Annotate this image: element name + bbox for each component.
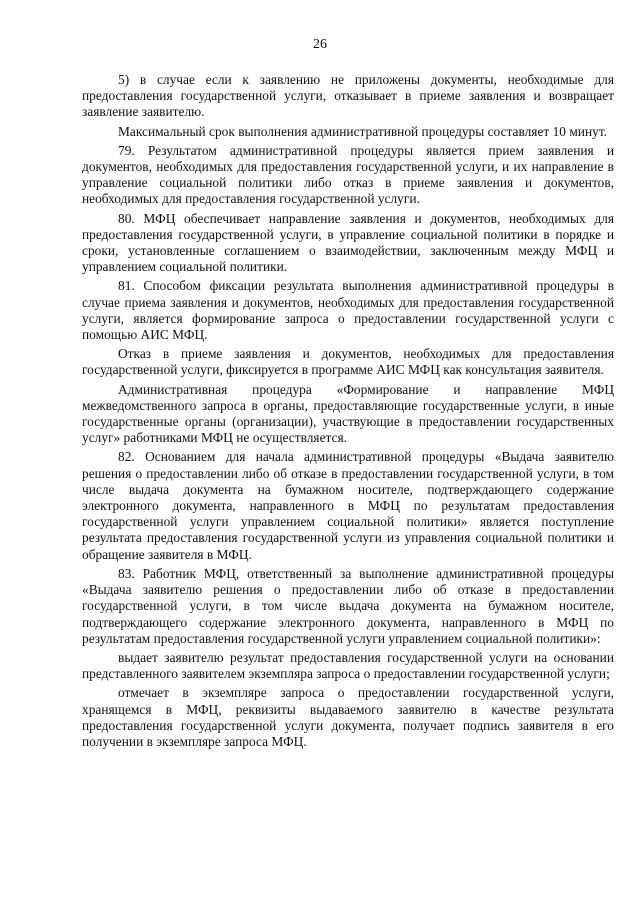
paragraph-82: 82. Основанием для начала административной процедуры «Выдача заявителю решения о предоставлении либо об отказе в предоставлении государственной услуги, в том числе выдача документа на бумажном носителе, подтверждающего содержание электронного документа, направленного в МФЦ по результатам предоставления государственной услуги управлением социальной политики» является поступление результата предоставления государственной услуги из управления социальной политики и обращение заявителя в МФЦ. — [82, 449, 614, 562]
paragraph-81: 81. Способом фиксации результата выполнения административной процедуры в случае приема заявления и документов, необходимых для предоставления государственной услуги, является формирование запроса о предоставлении государственной услуги с помощью АИС МФЦ. — [82, 278, 614, 343]
paragraph-refusal-recording: Отказ в приеме заявления и документов, необходимых для предоставления государственной услуги, фиксируется в программе АИС МФЦ как консультация заявителя. — [82, 346, 614, 378]
paragraph-83-marks-request: отмечает в экземпляре запроса о предоставлении государственной услуги, хранящемся в МФЦ, реквизиты выдаваемого заявителю в качестве результата предоставления государственной услуги документа, получает подпись заявителя в его получении в экземпляре запроса МФЦ. — [82, 685, 614, 749]
page-number: 26 — [313, 37, 327, 52]
paragraph-80: 80. МФЦ обеспечивает направление заявления и документов, необходимых для предоставления государственной услуги, в управление социальной политики в порядке и сроки, установленные соглашением о взаимодействии, заключенным между МФЦ и управлением социальной политики. — [82, 210, 614, 275]
paragraph-79: 79. Результатом административной процедуры является прием заявления и документов, необходимых для предоставления государственной услуги, и их направление в управление социальной политики либо отказ в приеме заявления и документов, необходимых для предоставления государственной услуги. — [82, 142, 614, 207]
paragraph-max-duration: Максимальный срок выполнения административной процедуры составляет 10 минут. — [118, 123, 608, 139]
paragraph-83: 83. Работник МФЦ, ответственный за выполнение административной процедуры «Выдача заявителю решения о предоставлении либо об отказе в предоставлении государственной услуги, в том числе выдача документа на бумажном носителе, подтверждающего содержание электронного документа, направленного в МФЦ по результатам предоставления государственной услуги управлением социальной политики»: — [82, 565, 614, 646]
paragraph-interdepartmental-request: Административная процедура «Формирование и направление МФЦ межведомственного запроса в органы, предоставляющие государственные услуги, в иные государственные органы (организации), участвующие в предоставлении государственных услуг» работниками МФЦ не осуществляется. — [82, 381, 614, 446]
paragraph-83-issues-result: выдает заявителю результат предоставления государственной услуги на основании представленного заявителем экземпляра запроса о предоставлении государственной услуги; — [82, 649, 614, 682]
paragraph-refusal-clause-5: 5) в случае если к заявлению не приложены документы, необходимые для предоставления государственной услуги, отказывает в приеме заявления и возвращает заявление заявителю. — [82, 72, 614, 120]
document-body — [82, 72, 614, 753]
